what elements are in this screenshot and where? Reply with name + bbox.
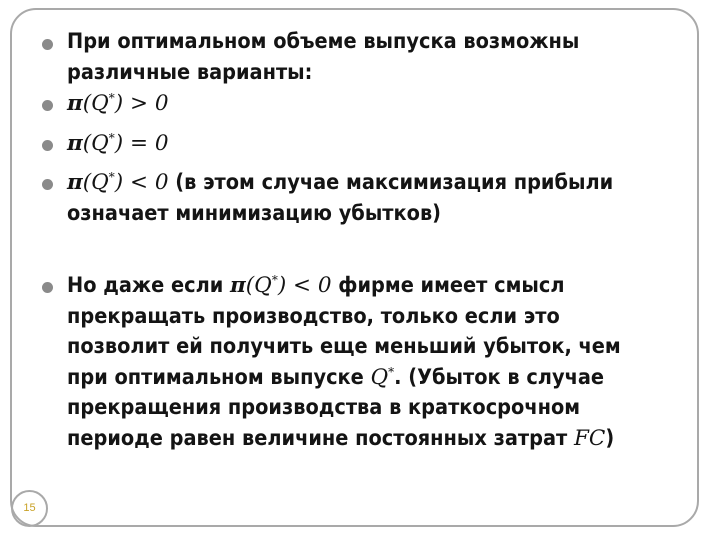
relation: < 0 <box>286 273 332 298</box>
bullet-1-text <box>67 27 579 88</box>
q-symbol: Q <box>91 131 109 156</box>
bullet-1-line-1: При оптимальном объеме выпуска возможны <box>67 29 580 54</box>
bullet-dot-4 <box>42 179 53 190</box>
bullet-4-line-2: означает минимизацию убытков) <box>67 200 442 226</box>
q-symbol: Q <box>91 91 109 116</box>
bullet-5-line-3: позволит ей получить еще меньший убыток, чем <box>67 334 621 359</box>
q-symbol: Q <box>91 170 109 195</box>
bullet-3-text: π(Q*) = 0 <box>67 130 169 156</box>
bullet-5-line-6: периоде равен величине постоянных затрат FC) <box>67 425 615 451</box>
bullet-5-line-1: Но даже если π(Q*) < 0 фирме имеет смысл <box>67 272 565 298</box>
bullet-4-tail: (в этом случае максимизация прибыли <box>168 170 614 195</box>
bullet-dot-2 <box>42 100 53 111</box>
bullet-2-text: π(Q*) > 0 <box>67 90 169 116</box>
bullet-5-line-4: при оптимальном выпуске Q*. (Убыток в случае <box>67 364 605 390</box>
profit-symbol: π <box>67 170 83 195</box>
fc-symbol: FC <box>573 425 606 451</box>
bullet-4-line-1: π(Q*) < 0 (в этом случае максимизация прибыли <box>67 169 614 195</box>
profit-symbol: π <box>67 91 83 116</box>
q-symbol: Q <box>370 364 389 390</box>
bullet-5-line-5: прекращения производства в краткосрочном <box>67 395 581 420</box>
profit-symbol: π <box>230 273 246 298</box>
bullet-dot-1 <box>42 39 53 50</box>
bullet-dot-5 <box>42 282 53 293</box>
bullet-5-text <box>67 271 621 454</box>
relation: > 0 <box>123 91 169 116</box>
bullet-5-line-2: прекращать производство, только если это <box>67 303 560 329</box>
relation: < 0 <box>123 170 169 195</box>
bullet-dot-3 <box>42 140 53 151</box>
bullet-1-line-2: различные варианты: <box>67 59 313 85</box>
profit-symbol: π <box>67 131 83 156</box>
slide-number: 15 <box>11 490 48 527</box>
relation: = 0 <box>123 131 169 156</box>
q-symbol: Q <box>254 273 272 298</box>
bullet-4-text <box>67 168 613 229</box>
